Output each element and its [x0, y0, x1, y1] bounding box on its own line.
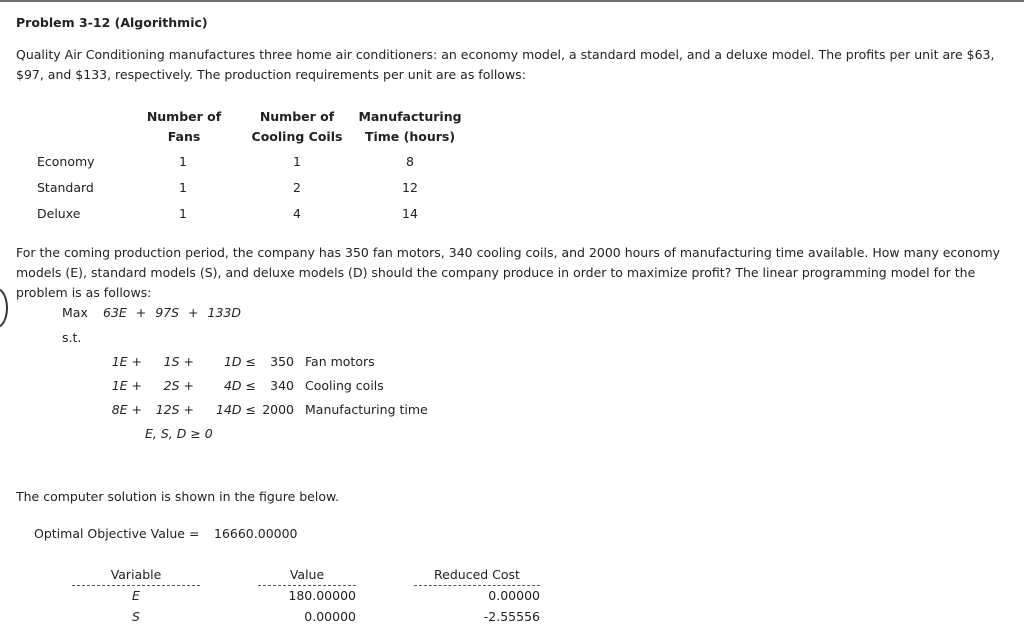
row1-variable: E	[132, 588, 140, 603]
c3-s: 12S +	[155, 402, 194, 417]
objective-value-label: Optimal Objective Value =	[34, 526, 200, 541]
standard-time: 12	[402, 180, 418, 195]
col-header-value: Value	[289, 567, 325, 582]
col-header-variable: Variable	[110, 567, 162, 582]
row-label-deluxe: Deluxe	[37, 206, 81, 221]
top-border	[0, 0, 1024, 2]
c3-d: 14D ≤	[216, 402, 256, 417]
economy-coils: 1	[293, 154, 301, 169]
problem-paragraph-2: For the coming production period, the company has 350 fan motors, 340 cooling coils, and 2000 hours of manufacturing time available. How many economy models (E), standard models (S), and deluxe models (D) should the company produce in order to maximize profit? The linear programming model for the problem is as follows:	[16, 245, 1001, 300]
c1-d: 1D ≤	[223, 354, 256, 369]
standard-coils: 2	[293, 180, 301, 195]
c1-e: 1E +	[111, 354, 142, 369]
c2-s: 2S +	[163, 378, 194, 393]
nonnegativity-constraint: E, S, D ≥ 0	[145, 426, 213, 441]
row2-value: 0.00000	[304, 609, 356, 624]
c3-rhs: 2000	[262, 402, 294, 417]
row-label-economy: Economy	[37, 154, 95, 169]
c2-rhs: 340	[270, 378, 294, 393]
row2-reduced-cost: -2.55556	[483, 609, 540, 624]
row1-value: 180.00000	[288, 588, 356, 603]
c1-s: 1S +	[163, 354, 194, 369]
c3-e: 8E +	[111, 402, 142, 417]
c3-name: Manufacturing time	[305, 402, 428, 417]
objective-function: 63E + 97S + 133D	[103, 305, 241, 320]
row2-variable: S	[132, 609, 140, 624]
header-fans: Number of Fans	[146, 109, 222, 144]
partial-circle-decoration	[0, 288, 8, 328]
c1-rhs: 350	[270, 354, 294, 369]
deluxe-fans: 1	[179, 206, 187, 221]
c2-name: Cooling coils	[305, 378, 384, 393]
col-header-reduced-cost: Reduced Cost	[434, 567, 520, 582]
intro-paragraph: Quality Air Conditioning manufactures three home air conditioners: an economy model, a standard model, and a deluxe model. The profits per unit are $63, $97, and $133, respectively. The production requirements per unit are as follows:	[16, 47, 995, 82]
economy-time: 8	[406, 154, 414, 169]
deluxe-time: 14	[402, 206, 418, 221]
divider-variable	[72, 585, 200, 586]
c2-d: 4D ≤	[223, 378, 256, 393]
row-label-standard: Standard	[37, 180, 94, 195]
header-time: Manufacturing Time (hours)	[358, 109, 462, 144]
header-coils: Number of Cooling Coils	[251, 109, 343, 144]
st-label: s.t.	[62, 330, 82, 345]
c2-e: 1E +	[111, 378, 142, 393]
problem-title: Problem 3-12 (Algorithmic)	[16, 15, 208, 30]
economy-fans: 1	[179, 154, 187, 169]
c1-name: Fan motors	[305, 354, 375, 369]
deluxe-coils: 4	[293, 206, 301, 221]
divider-reduced-cost	[414, 585, 540, 586]
row1-reduced-cost: 0.00000	[488, 588, 540, 603]
solution-intro: The computer solution is shown in the figure below.	[16, 489, 340, 504]
objective-value: 16660.00000	[214, 526, 298, 541]
divider-value	[258, 585, 356, 586]
max-label: Max	[62, 305, 88, 320]
standard-fans: 1	[179, 180, 187, 195]
